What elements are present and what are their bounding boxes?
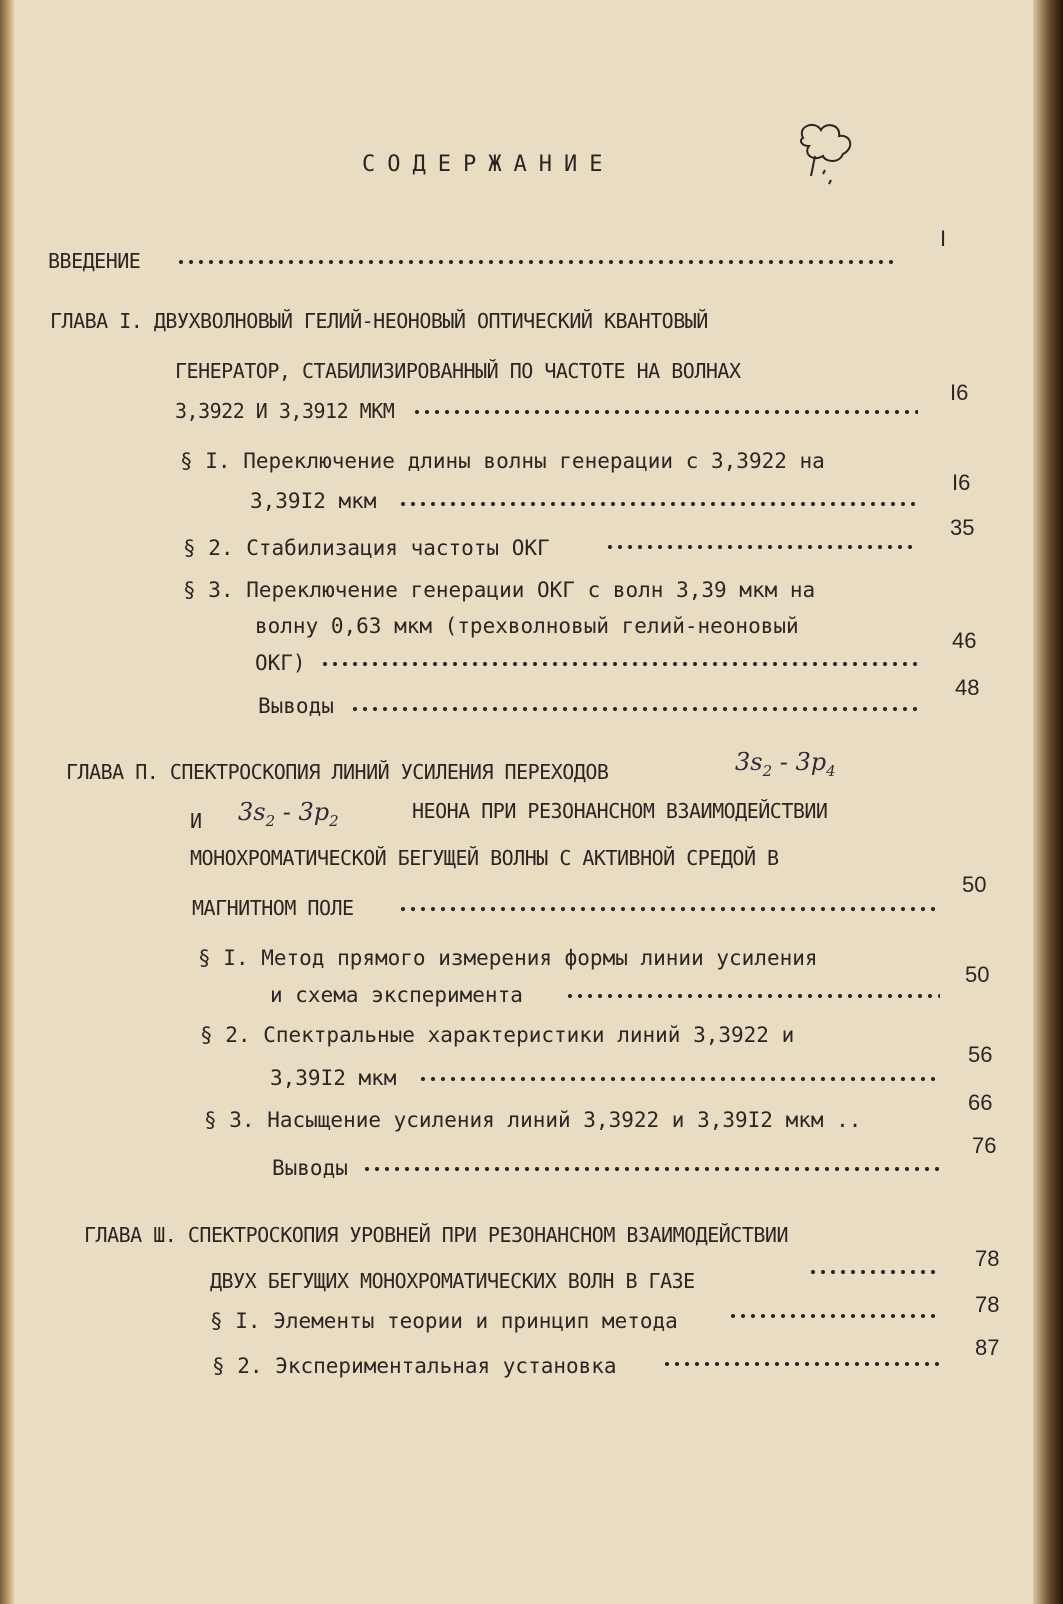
page-title: СОДЕРЖАНИЕ <box>362 152 615 177</box>
ch1-s1-line2: 3,39I2 мкм <box>250 489 377 513</box>
ch2-s1-page: 50 <box>965 962 990 987</box>
ch1-s1-line1: § I. Переключение длины волны генерации с 3,3922 на <box>180 449 825 473</box>
leader-dots <box>605 543 918 551</box>
ch2-s3-page: 66 <box>968 1090 993 1115</box>
ch2-s2-line1: § 2. Спектральные характеристики линий 3,3922 и <box>200 1023 795 1047</box>
ch1-s3-line1: § 3. Переключение генерации ОКГ с волн 3,39 мкм на <box>183 578 816 602</box>
leader-dots <box>808 1268 940 1276</box>
ch1-conclusions-page: 48 <box>955 675 980 700</box>
binding-edge <box>0 0 14 1604</box>
leader-dots <box>412 408 918 416</box>
ch3-s1-page: 78 <box>975 1292 1000 1317</box>
ch2-conclusions-page: 76 <box>972 1133 997 1158</box>
leader-dots <box>320 660 920 668</box>
chapter1-title-line3: 3,3922 И 3,3912 МКМ <box>175 399 395 423</box>
handwritten-transition-1: $3s_2 - 3p_4$ <box>735 748 836 780</box>
leader-dots <box>728 1312 940 1320</box>
chapter2-title-line3: МОНОХРОМАТИЧЕСКОЙ БЕГУЩЕЙ ВОЛНЫ С АКТИВНОЙ СРЕДОЙ В <box>190 846 779 870</box>
ch1-s2-line1: § 2. Стабилизация частоты ОКГ <box>183 536 550 560</box>
ch1-s1-page: I6 <box>952 470 971 495</box>
ch2-s2-page: 56 <box>968 1042 993 1067</box>
ch2-conclusions-label: Выводы <box>272 1156 348 1180</box>
chapter1-title-line2: ГЕНЕРАТОР, СТАБИЛИЗИРОВАННЫЙ ПО ЧАСТОТЕ НА ВОЛНАХ <box>175 359 741 383</box>
ch1-s3-page: 46 <box>952 628 977 653</box>
leader-dots <box>398 905 938 913</box>
ch2-s2-line2: 3,39I2 мкм <box>270 1066 397 1090</box>
leader-dots <box>350 705 920 713</box>
chapter2-title-line1: ГЛАВА П. СПЕКТРОСКОПИЯ ЛИНИЙ УСИЛЕНИЯ ПЕРЕХОДОВ <box>66 760 609 784</box>
chapter3-title-line2: ДВУХ БЕГУЩИХ МОНОХРОМАТИЧЕСКИХ ВОЛН В ГАЗЕ <box>210 1269 695 1293</box>
ch3-s2-page: 87 <box>975 1335 1000 1360</box>
ch3-s1-line1: § I. Элементы теории и принцип метода <box>210 1309 678 1333</box>
ch3-s2-line1: § 2. Экспериментальная установка <box>212 1354 617 1378</box>
chapter3-title-line1: ГЛАВА Ш. СПЕКТРОСКОПИЯ УРОВНЕЙ ПРИ РЕЗОНАНСНОМ ВЗАИМОДЕЙСТВИИ <box>84 1223 789 1247</box>
ch2-s3-line1: § 3. Насыщение усиления линий 3,3922 и 3,39I2 мкм .. <box>204 1108 862 1132</box>
leader-dots <box>362 1165 940 1173</box>
chapter2-title-line2-prefix: И <box>190 809 202 833</box>
leader-dots <box>418 1075 940 1083</box>
leader-dots <box>662 1360 942 1368</box>
chapter2-page: 50 <box>962 872 987 897</box>
ch1-s3-line2: волну 0,63 мкм (трехволновый гелий-неоновый <box>255 614 799 638</box>
handwritten-transition-2: $3s_2 - 3p_2$ <box>238 798 339 830</box>
ch1-s3-line3: ОКГ) <box>255 651 306 675</box>
ch2-s1-line2: и схема эксперимента <box>270 983 523 1007</box>
page-edge <box>1033 0 1063 1604</box>
chapter2-title-line4: МАГНИТНОМ ПОЛЕ <box>192 896 354 920</box>
leader-dots <box>398 500 918 508</box>
ch1-s2-page: 35 <box>950 515 975 540</box>
intro-label: ВВЕДЕНИЕ <box>48 249 141 273</box>
ink-doodle-icon <box>795 118 865 198</box>
leader-dots <box>565 992 940 1000</box>
chapter3-page: 78 <box>975 1246 1000 1271</box>
chapter1-title-line1: ГЛАВА I. ДВУХВОЛНОВЫЙ ГЕЛИЙ-НЕОНОВЫЙ ОПТИЧЕСКИЙ КВАНТОВЫЙ <box>50 309 708 333</box>
chapter1-page: I6 <box>950 380 969 405</box>
chapter2-title-line2: НЕОНА ПРИ РЕЗОНАНСНОМ ВЗАИМОДЕЙСТВИИ <box>412 799 828 823</box>
ch1-conclusions-label: Выводы <box>258 694 334 718</box>
ch2-s1-line1: § I. Метод прямого измерения формы линии усиления <box>198 946 818 970</box>
intro-page: I <box>940 226 947 251</box>
leader-dots <box>176 258 896 266</box>
